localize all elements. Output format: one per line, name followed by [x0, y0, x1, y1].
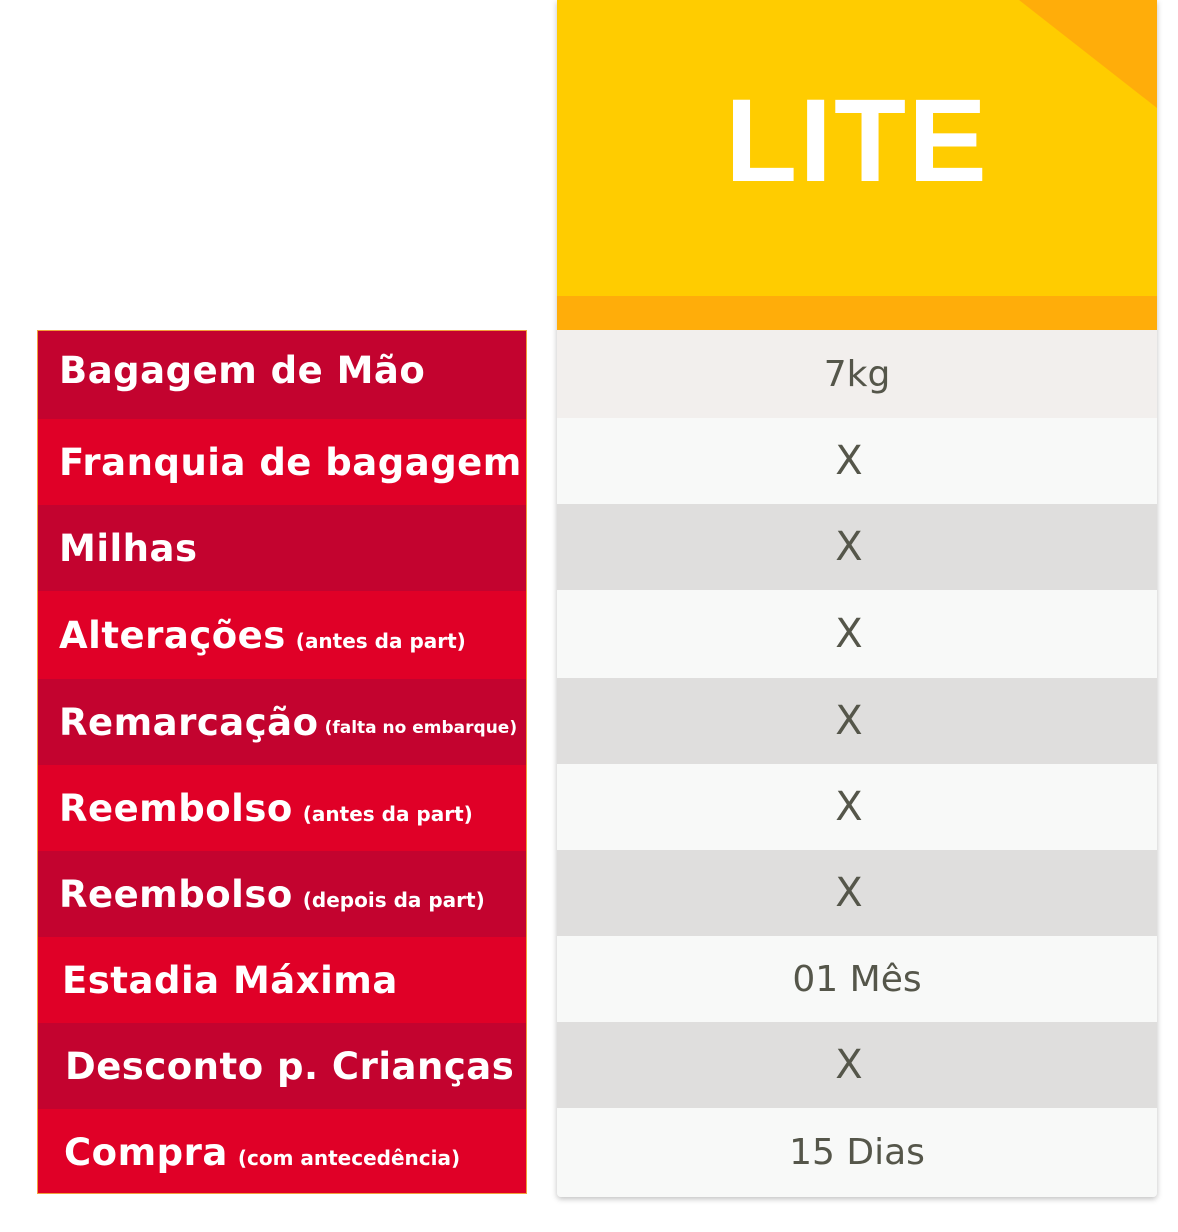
x-mark-icon: X — [835, 784, 863, 830]
feature-label: Franquia de bagagem — [59, 440, 522, 484]
feature-note: (depois da part) — [302, 888, 485, 912]
feature-row-compra — [38, 1109, 526, 1194]
plan-value-reembolso-antes — [557, 764, 1157, 850]
feature-row-desconto-criancas — [38, 1023, 526, 1109]
plan-value-bagagem-de-mao — [557, 330, 1157, 418]
value-text: 01 Mês — [792, 958, 922, 1000]
plan-card-lite — [557, 0, 1157, 1197]
plan-value-milhas — [557, 504, 1157, 590]
plan-value-alteracoes — [557, 590, 1157, 678]
x-mark-icon: X — [835, 1042, 863, 1088]
plan-value-franquia — [557, 418, 1157, 504]
feature-note: (com antecedência) — [237, 1146, 461, 1170]
feature-row-reembolso-antes — [38, 765, 526, 851]
value-text: 15 Dias — [789, 1132, 925, 1173]
feature-row-franquia — [38, 419, 526, 505]
feature-row-bagagem-de-mao — [38, 331, 526, 419]
feature-label: Alterações — [59, 613, 286, 657]
features-column — [37, 330, 527, 1194]
feature-label: Desconto p. Crianças — [65, 1044, 515, 1088]
feature-label: Compra — [64, 1130, 228, 1174]
x-mark-icon: X — [835, 438, 863, 484]
plan-value-desconto-criancas — [557, 1022, 1157, 1108]
feature-label: Reembolso — [59, 872, 293, 916]
feature-label: Remarcação — [59, 700, 319, 744]
value-text: 7kg — [823, 353, 891, 395]
plan-value-compra — [557, 1108, 1157, 1197]
feature-note: (antes da part) — [302, 802, 473, 826]
feature-row-estadia-maxima — [38, 937, 526, 1023]
x-mark-icon: X — [835, 870, 863, 916]
feature-label: Bagagem de Mão — [59, 349, 426, 392]
plan-value-reembolso-depois — [557, 850, 1157, 936]
feature-label: Milhas — [59, 526, 198, 570]
feature-label: Reembolso — [59, 786, 293, 830]
plan-title: LITE — [725, 75, 989, 207]
plan-value-estadia-maxima — [557, 936, 1157, 1022]
feature-note: (antes da part) — [295, 629, 466, 653]
plan-header — [557, 0, 1157, 296]
feature-note: (falta no embarque) — [324, 718, 518, 738]
feature-row-remarcacao — [38, 679, 526, 765]
feature-row-alteracoes — [38, 591, 526, 679]
x-mark-icon: X — [835, 611, 863, 657]
feature-label: Estadia Máxima — [62, 958, 398, 1002]
x-mark-icon: X — [835, 524, 863, 570]
feature-row-milhas — [38, 505, 526, 591]
x-mark-icon: X — [835, 698, 863, 744]
feature-row-reembolso-depois — [38, 851, 526, 937]
plan-header-strip — [557, 296, 1157, 330]
plan-value-remarcacao — [557, 678, 1157, 764]
